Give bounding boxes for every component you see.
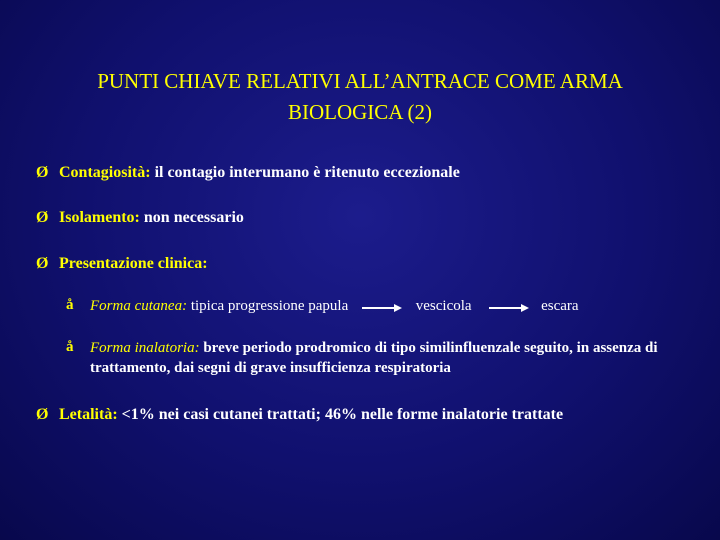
arrow-bullet-icon: Ø (36, 164, 49, 181)
sub-item-part-3: escara (541, 298, 579, 314)
sub-bullet-icon: å (66, 297, 74, 313)
bullet-text: non necessario (139, 209, 244, 226)
slide-title (0, 66, 720, 128)
sub-item-forma-inalatoria (90, 338, 700, 378)
bullet-letalita (59, 404, 659, 426)
bullet-isolamento (59, 207, 699, 229)
bullet-contagiosita (59, 162, 699, 184)
arrow-bullet-icon: Ø (36, 209, 49, 226)
title-line-1: PUNTI CHIAVE RELATIVI ALL’ANTRACE COME ARMA (97, 69, 623, 93)
sub-bullet-icon: å (66, 339, 74, 355)
sub-item-key: Forma inalatoria: (90, 340, 200, 356)
bullet-text: il contagio interumano è ritenuto eccezionale (150, 164, 460, 181)
sub-item-part-2: vescicola (415, 298, 472, 314)
sub-item-part-1: tipica progressione papula (190, 298, 349, 314)
bullet-presentazione (59, 253, 699, 275)
sub-item-text: breve periodo prodromico di tipo similinfluenzale seguito, in assenza di trattamento, dai segni di grave insufficienza respiratoria (90, 340, 658, 376)
sub-item-forma-cutanea (90, 296, 700, 316)
bullet-key: Letalità: (59, 406, 118, 423)
sub-item-key: Forma cutanea: (90, 298, 188, 314)
right-arrow-icon (489, 302, 529, 312)
bullet-key: Isolamento: (59, 209, 140, 226)
bullet-key: Presentazione clinica: (59, 255, 208, 272)
right-arrow-icon (362, 302, 402, 312)
arrow-bullet-icon: Ø (36, 255, 49, 272)
title-line-2: BIOLOGICA (2) (287, 100, 433, 124)
bullet-key: Contagiosità: (59, 164, 151, 181)
bullet-text: <1% nei casi cutanei trattati; 46% nelle forme inalatorie trattate (117, 406, 564, 423)
arrow-bullet-icon: Ø (36, 406, 49, 423)
